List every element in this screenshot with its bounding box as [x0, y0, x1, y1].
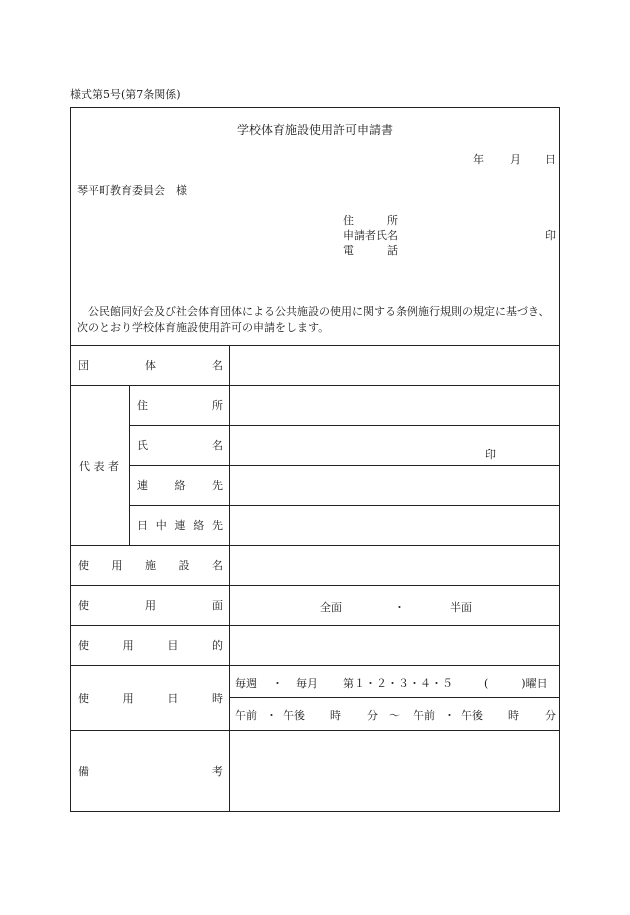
remarks-field[interactable] [230, 731, 559, 811]
label-char: 時 [211, 692, 223, 705]
label-char: 中 [155, 519, 167, 532]
datetime-label [78, 690, 223, 706]
application-statement: 公民館同好会及び社会体育団体による公共施設の使用に関する条例施行規則の規定に基づき、次のとおり学校体育施設使用許可の申請をします。 [77, 305, 550, 334]
label-char: 日 [137, 519, 148, 532]
label-char: 絡 [193, 519, 205, 532]
facility-name-label [78, 557, 223, 573]
form-number-label: 様式第5号(第7条関係) [70, 88, 181, 101]
rep-contact-label [137, 477, 223, 493]
start-pm-option[interactable]: 午後 [283, 709, 305, 722]
row-divider [70, 665, 560, 666]
purpose-field[interactable] [230, 626, 559, 664]
rep-daytime-contact-field[interactable] [230, 506, 559, 544]
label-char: 的 [211, 639, 223, 652]
area-half-option[interactable]: 半面 [450, 601, 472, 614]
label-char: 連 [174, 519, 186, 532]
end-minute-label: 分 [545, 709, 556, 722]
schedule-nth-week[interactable]: 第１・２・３・４・５ [343, 677, 453, 690]
label-char: 日 [167, 692, 179, 705]
area-full-option[interactable]: 全面 [320, 601, 342, 614]
date-year-label: 年 [473, 153, 484, 166]
label-char: 使 [78, 599, 89, 612]
label-char: 先 [212, 519, 223, 532]
rep-name-label [137, 437, 223, 453]
rep-contact-field[interactable] [230, 466, 559, 504]
group-name-field[interactable] [230, 346, 559, 384]
area-separator: ・ [394, 601, 405, 614]
remarks-label [78, 763, 223, 779]
label-char: 先 [212, 479, 223, 492]
label-char: 体 [145, 359, 156, 372]
representative-label: 代 表 者 [79, 460, 119, 473]
applicant-phone-label: 電 話 [343, 244, 398, 257]
label-char: 住 [137, 399, 148, 412]
applicant-name-label: 申請者氏名 [343, 229, 398, 242]
end-am-option[interactable]: 午前 [413, 709, 435, 722]
schedule-weekday-field[interactable]: ( )曜日 [484, 677, 548, 690]
start-minute-label: 分 [367, 709, 378, 722]
start-time-separator: ・ [266, 709, 277, 722]
row-divider [229, 697, 560, 698]
label-char: 設 [178, 559, 190, 572]
start-am-option[interactable]: 午前 [235, 709, 257, 722]
label-char: 絡 [174, 479, 186, 492]
start-hour-label: 時 [330, 709, 341, 722]
label-char: 連 [137, 479, 148, 492]
rep-seal-mark: 印 [485, 448, 496, 461]
end-pm-option[interactable]: 午後 [461, 709, 483, 722]
label-char: 使 [78, 692, 89, 705]
label-char: 目 [167, 639, 179, 652]
label-char: 所 [212, 399, 223, 412]
label-char: 備 [78, 765, 89, 778]
addressee: 琴平町教育委員会 様 [77, 184, 187, 197]
schedule-monthly-option[interactable]: 毎月 [296, 677, 318, 690]
schedule-separator: ・ [272, 677, 283, 690]
label-char: 名 [212, 359, 223, 372]
rep-name-field[interactable] [230, 426, 559, 464]
schedule-weekly-option[interactable]: 毎週 [235, 677, 257, 690]
label-char: 考 [212, 765, 223, 778]
label-char: 用 [122, 639, 134, 652]
label-char: 名 [212, 439, 223, 452]
applicant-address-label: 住 所 [343, 214, 398, 227]
applicant-seal-mark: 印 [545, 229, 556, 242]
label-char: 使 [78, 559, 89, 572]
rep-address-label [137, 397, 223, 413]
rep-daytime-contact-label [137, 517, 223, 533]
form-title: 学校体育施設使用許可申請書 [236, 123, 393, 137]
group-name-label [78, 357, 223, 373]
label-char: 用 [145, 599, 156, 612]
label-char: 面 [212, 599, 223, 612]
rep-address-field[interactable] [230, 386, 559, 424]
label-char: 用 [122, 692, 134, 705]
label-char: 名 [212, 559, 223, 572]
date-day-label: 日 [545, 153, 556, 166]
row-divider [70, 585, 560, 586]
label-char: 団 [78, 359, 89, 372]
date-month-label: 月 [510, 153, 521, 166]
purpose-label [78, 637, 223, 653]
usage-area-label [78, 597, 223, 613]
label-char: 施 [145, 559, 156, 572]
time-range-tilde: ～ [389, 709, 400, 722]
label-char: 氏 [137, 439, 148, 452]
end-hour-label: 時 [508, 709, 519, 722]
label-char: 使 [78, 639, 89, 652]
end-time-separator: ・ [444, 709, 455, 722]
representative-column-divider [129, 385, 130, 545]
label-char: 用 [111, 559, 123, 572]
facility-name-field[interactable] [230, 546, 559, 584]
